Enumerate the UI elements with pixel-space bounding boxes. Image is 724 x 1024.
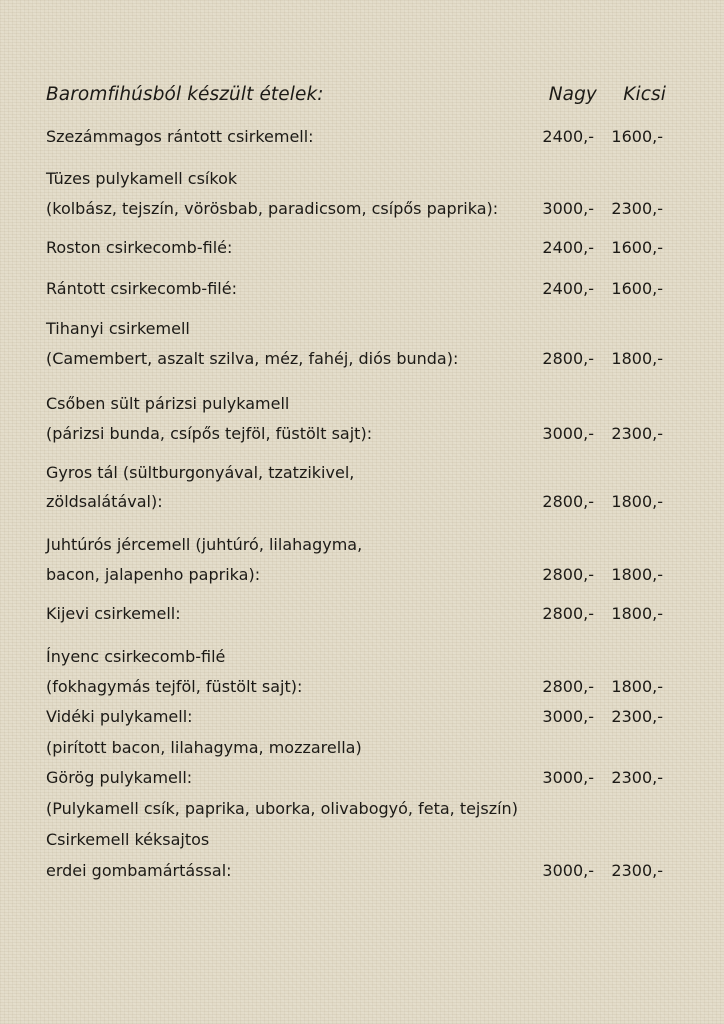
- price-small: 1800,-: [611, 565, 663, 584]
- dish-description: (fokhagymás tejföl, füstölt sajt):: [46, 677, 303, 696]
- dish-description: (pirított bacon, lilahagyma, mozzarella): [46, 738, 362, 757]
- menu-item-row: [0, 274, 724, 304]
- dish-description: (párizsi bunda, csípős tejföl, füstölt sajt):: [46, 424, 373, 443]
- dish-name: Szezámmagos rántott csirkemell:: [46, 127, 314, 146]
- menu-item-row: [0, 825, 724, 855]
- menu-item-row: [0, 344, 724, 374]
- menu-item-row: [0, 194, 724, 224]
- menu-item-row: [0, 164, 724, 194]
- menu-item-row: [0, 733, 724, 763]
- price-small: 1600,-: [611, 127, 663, 146]
- dish-name: Tüzes pulykamell csíkok: [46, 169, 238, 188]
- menu-item-row: [0, 487, 724, 517]
- price-small: 2300,-: [611, 707, 663, 726]
- dish-description: bacon, jalapenho paprika):: [46, 565, 261, 584]
- price-small: 1800,-: [611, 604, 663, 623]
- price-small: 1800,-: [611, 677, 663, 696]
- dish-name: Görög pulykamell:: [46, 768, 193, 787]
- menu-item-row: [0, 122, 724, 152]
- dish-name: Gyros tál (sültburgonyával, tzatzikivel,: [46, 463, 355, 482]
- price-large: 2800,-: [542, 349, 594, 368]
- price-large: 2400,-: [542, 127, 594, 146]
- price-large: 3000,-: [542, 424, 594, 443]
- price-small: 2300,-: [611, 768, 663, 787]
- menu-header: [0, 80, 724, 110]
- dish-description: erdei gombamártással:: [46, 861, 232, 880]
- price-large: 3000,-: [542, 707, 594, 726]
- menu-item-row: [0, 458, 724, 488]
- price-small: 2300,-: [611, 424, 663, 443]
- dish-description: zöldsalátával):: [46, 492, 163, 511]
- price-large: 2800,-: [542, 565, 594, 584]
- column-header-large: Nagy: [548, 84, 597, 105]
- dish-name: Juhtúrós jércemell (juhtúró, lilahagyma,: [46, 535, 363, 554]
- dish-description: (Camembert, aszalt szilva, méz, fahéj, diós bunda):: [46, 349, 459, 368]
- dish-name: Rántott csirkecomb-filé:: [46, 279, 237, 298]
- price-small: 2300,-: [611, 199, 663, 218]
- dish-name: Vidéki pulykamell:: [46, 707, 193, 726]
- section-title: Baromfihúsból készült ételek:: [46, 84, 324, 105]
- price-large: 3000,-: [542, 199, 594, 218]
- dish-name: Ínyenc csirkecomb-filé: [46, 647, 226, 666]
- menu-item-row: [0, 794, 724, 824]
- price-small: 2300,-: [611, 861, 663, 880]
- menu-item-row: [0, 419, 724, 449]
- menu-item-row: [0, 389, 724, 419]
- price-small: 1800,-: [611, 349, 663, 368]
- dish-name: Roston csirkecomb-filé:: [46, 238, 233, 257]
- price-large: 3000,-: [542, 768, 594, 787]
- dish-description: (Pulykamell csík, paprika, uborka, olivabogyó, feta, tejszín): [46, 799, 518, 818]
- menu-item-row: [0, 560, 724, 590]
- menu-item-row: [0, 599, 724, 629]
- menu-item-row: [0, 530, 724, 560]
- price-large: 2800,-: [542, 677, 594, 696]
- price-small: 1800,-: [611, 492, 663, 511]
- dish-name: Csirkemell kéksajtos: [46, 830, 210, 849]
- column-header-small: Kicsi: [623, 84, 666, 105]
- dish-name: Csőben sült párizsi pulykamell: [46, 394, 290, 413]
- price-large: 2400,-: [542, 279, 594, 298]
- price-small: 1600,-: [611, 279, 663, 298]
- menu-item-row: [0, 642, 724, 672]
- price-large: 3000,-: [542, 861, 594, 880]
- dish-description: (kolbász, tejszín, vörösbab, paradicsom, csípős paprika):: [46, 199, 499, 218]
- price-large: 2400,-: [542, 238, 594, 257]
- menu-item-row: [0, 233, 724, 263]
- price-large: 2800,-: [542, 604, 594, 623]
- price-large: 2800,-: [542, 492, 594, 511]
- price-small: 1600,-: [611, 238, 663, 257]
- dish-name: Tihanyi csirkemell: [46, 319, 190, 338]
- menu-item-row: [0, 763, 724, 793]
- menu-item-row: [0, 856, 724, 886]
- dish-name: Kijevi csirkemell:: [46, 604, 181, 623]
- menu-item-row: [0, 672, 724, 702]
- menu-item-row: [0, 314, 724, 344]
- menu-item-row: [0, 702, 724, 732]
